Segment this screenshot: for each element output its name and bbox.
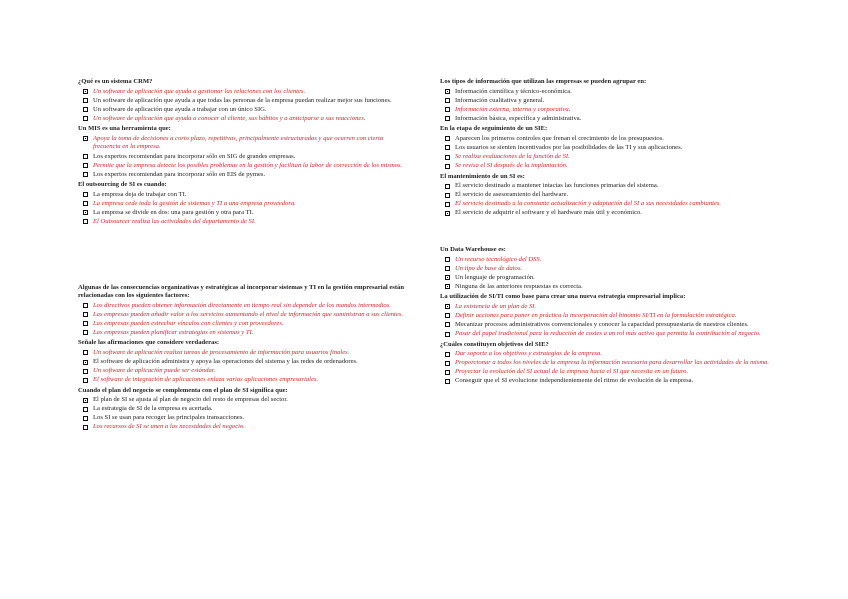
- checkbox[interactable]: [83, 154, 88, 159]
- answer-option[interactable]: [78, 200, 408, 209]
- option-text: Proporcionar a todos los niveles de la empresa la información necesaria para desarrollar las actividades de la misma.: [455, 359, 770, 367]
- checkbox[interactable]: [445, 184, 450, 189]
- question-text: ¿Cuáles constituyen objetivos del SIE?: [440, 340, 549, 348]
- answer-option[interactable]: [440, 359, 770, 368]
- answer-option[interactable]: [440, 135, 770, 144]
- question-block: [78, 125, 408, 179]
- answer-option[interactable]: [440, 162, 770, 171]
- checkbox[interactable]: [83, 350, 88, 355]
- answer-option[interactable]: [78, 358, 408, 367]
- checkbox[interactable]: [445, 304, 450, 309]
- right-spacer: [440, 220, 770, 246]
- answer-option[interactable]: [78, 97, 408, 106]
- checkbox[interactable]: [445, 116, 450, 121]
- checkbox[interactable]: [83, 330, 88, 335]
- left-bottom-section: [78, 284, 408, 433]
- checkbox[interactable]: [445, 145, 450, 150]
- option-text: La existencia de un plan de SI.: [455, 302, 537, 310]
- option-text: El plan de SI se ajusta al plan de negocio del resto de empresas del sector.: [93, 396, 288, 404]
- answer-option[interactable]: [78, 367, 408, 376]
- option-text: Permite que la empresa detecte los posibles problemas en la gestión y facilitan la labor de corrección de los mismos.: [93, 161, 403, 169]
- answer-option[interactable]: [440, 330, 770, 339]
- question-text: Un MIS es una herramienta que:: [78, 125, 171, 133]
- option-text: La empresa cede toda la gestión de sistemas y TI a una empresa proveedora.: [93, 199, 296, 207]
- option-text: La empresa se divide en dos: una para gestión y otra para TI.: [93, 208, 254, 216]
- option-text: Los usuarios se sienten incentivados por las posibilidades de las TI y sus aplicaciones.: [455, 143, 683, 151]
- checkbox[interactable]: [83, 89, 88, 94]
- question-text: Señale las afirmaciones que considere verdaderas:: [78, 339, 220, 347]
- checkbox[interactable]: [445, 332, 450, 337]
- checkbox[interactable]: [445, 98, 450, 103]
- answer-option[interactable]: [440, 377, 770, 386]
- checkbox[interactable]: [445, 284, 450, 289]
- checkbox[interactable]: [445, 193, 450, 198]
- option-text: Los expertos recomiendan para incorporar sólo en EIS de pymes.: [93, 170, 266, 178]
- checkbox[interactable]: [445, 370, 450, 375]
- option-text: Ninguna de las anteriores respuestas es correcta.: [455, 282, 583, 290]
- option-text: Los directivos pueden obtener información directamente en tiempo real sin depender de los mandos intermedios.: [93, 301, 391, 309]
- answer-option[interactable]: [440, 303, 770, 312]
- option-text: Aparecen los primeros controles que frenan el crecimiento de los presupuestos.: [455, 134, 664, 142]
- option-text: La empresa deja de trabajar con TI.: [93, 190, 187, 198]
- answer-option[interactable]: [78, 405, 408, 414]
- answer-option[interactable]: [78, 106, 408, 115]
- checkbox[interactable]: [445, 322, 450, 327]
- checkbox[interactable]: [83, 201, 88, 206]
- answer-option[interactable]: [440, 321, 770, 330]
- checkbox[interactable]: [83, 425, 88, 430]
- question-block: [78, 339, 408, 384]
- checkbox[interactable]: [83, 116, 88, 121]
- answer-option[interactable]: [440, 88, 770, 97]
- checkbox[interactable]: [445, 379, 450, 384]
- answer-option[interactable]: [78, 302, 408, 311]
- option-text: Mecanizar procesos administrativos convencionales y conocer la capacidad presupuestaria de nuestros clientes.: [455, 320, 749, 328]
- answer-option[interactable]: [440, 106, 770, 115]
- checkbox[interactable]: [83, 163, 88, 168]
- question-block: [440, 246, 770, 291]
- option-text: El servicio destinado a la constante actualización y adaptación del SI a sus necesidades cambiantes.: [455, 200, 722, 208]
- question-text: Los tipos de información que utilizan las empresas se pueden agrupar en:: [440, 78, 647, 85]
- question-text: Cuando el plan del negocio se complementa con el plan de SI significa que:: [78, 386, 288, 394]
- answer-option[interactable]: [440, 200, 770, 209]
- answer-option[interactable]: [440, 191, 770, 200]
- option-text: El servicio de adquirir el software y el hardware más útil y económico.: [455, 209, 642, 217]
- question-text: El outsourcing de SI es cuando:: [78, 181, 167, 189]
- answer-option[interactable]: [78, 349, 408, 358]
- checkbox[interactable]: [83, 98, 88, 103]
- option-text: Un software de aplicación puede ser estándar.: [93, 367, 216, 375]
- answer-option[interactable]: [78, 396, 408, 405]
- checkbox[interactable]: [445, 164, 450, 169]
- checkbox[interactable]: [83, 321, 88, 326]
- checkbox[interactable]: [445, 202, 450, 207]
- answer-option[interactable]: [440, 274, 770, 283]
- option-text: Las empresas pueden estrechar vínculos con clientes y con proveedores.: [93, 319, 284, 327]
- answer-option[interactable]: [78, 311, 408, 320]
- option-text: Las empresas pueden planificar estrategias en sistemas y TI.: [93, 328, 254, 336]
- checkbox[interactable]: [445, 107, 450, 112]
- checkbox[interactable]: [83, 407, 88, 412]
- checkbox[interactable]: [445, 275, 450, 280]
- left-top-section: [78, 78, 408, 227]
- answer-option[interactable]: [78, 209, 408, 218]
- option-text: Un software de aplicación que ayuda a conocer al cliente, sus hábitos y a anticiparse a sus reacciones.: [93, 114, 366, 122]
- answer-option[interactable]: [440, 97, 770, 106]
- checkbox[interactable]: [83, 369, 88, 374]
- checkbox[interactable]: [83, 219, 88, 224]
- option-text: Proyectar la evolución del SI actual de la empresa hacia el SI que necesita en un futuro.: [455, 368, 689, 376]
- question-text: En la etapa de seguimiento de un SIE:: [440, 125, 548, 133]
- option-text: Un software de aplicación realiza tareas de procesamiento de información para usuarios finales.: [93, 348, 350, 356]
- answer-option[interactable]: [440, 115, 770, 124]
- option-text: Un tipo de base de datos.: [455, 264, 523, 272]
- checkbox[interactable]: [445, 313, 450, 318]
- checkbox[interactable]: [83, 312, 88, 317]
- answer-option[interactable]: [78, 414, 408, 423]
- checkbox[interactable]: [83, 192, 88, 197]
- option-text: Información externa, interna y corporativa.: [455, 105, 571, 113]
- question-text: El mantenimiento de un SI es:: [440, 172, 525, 180]
- option-text: La estrategia de SI de la empresa es acertada.: [93, 405, 213, 413]
- option-text: Pasar del papel tradicional para la reducción de costes a un rol más activo que permita la contribución al negocio.: [455, 330, 761, 337]
- answer-option[interactable]: [440, 153, 770, 162]
- answer-option[interactable]: [440, 368, 770, 377]
- answer-option[interactable]: [78, 218, 408, 227]
- option-text: Los expertos recomiendan para incorporar sólo en SIG de grandes empresas.: [93, 152, 296, 160]
- answer-option[interactable]: [440, 312, 770, 321]
- right-column: [440, 78, 770, 388]
- question-block: [440, 173, 770, 218]
- option-text: El servicio de asesoramiento del hardware.: [455, 191, 569, 199]
- answer-option[interactable]: [78, 153, 408, 162]
- answer-option[interactable]: [78, 423, 408, 432]
- checkbox[interactable]: [445, 89, 450, 94]
- checkbox[interactable]: [445, 211, 450, 216]
- question-block: [440, 125, 770, 170]
- left-spacer: [78, 229, 408, 284]
- answer-option[interactable]: [78, 115, 408, 124]
- option-text: Se revisa el SI después de la implantación.: [455, 162, 568, 170]
- question-text: Algunas de las consecuencias organizativas y estratégicas al incorporar sistemas y TI en la gestión empresarial están relacionadas con los siguientes factores:: [78, 283, 405, 300]
- question-block: [440, 341, 770, 386]
- answer-option[interactable]: [440, 144, 770, 153]
- option-text: Dar soporte a los objetivos y estrategias de la empresa.: [455, 350, 603, 358]
- option-text: El software de integración de aplicaciones enlaza varias aplicaciones empresariales.: [93, 376, 319, 384]
- option-text: Apoya la toma de decisiones a corto plazo, repetitivas, principalmente estructuradas y que ocurren con cierta frecuencia en la empresa.: [93, 134, 384, 151]
- question-block: [78, 78, 408, 123]
- answer-option[interactable]: [78, 320, 408, 329]
- option-text: Un software de aplicación que ayuda a que todas las personas de la empresa puedan realizar mejor sus funciones.: [93, 96, 392, 104]
- option-text: Los SI se usan para recoger las principales transacciones.: [93, 414, 245, 422]
- checkbox[interactable]: [83, 398, 88, 403]
- answer-option[interactable]: [78, 162, 408, 171]
- checkbox[interactable]: [445, 155, 450, 160]
- checkbox[interactable]: [445, 257, 450, 262]
- left-column: [78, 78, 408, 434]
- right-bottom-section: [440, 246, 770, 386]
- option-text: Conseguir que el SI evolucione independientemente del ritmo de evolución de la empresa.: [455, 377, 694, 385]
- answer-option[interactable]: [78, 329, 408, 338]
- right-top-section: [440, 78, 770, 218]
- option-text: Información científica y técnico-económica.: [455, 87, 572, 95]
- answer-option[interactable]: [440, 350, 770, 359]
- question-block: [78, 181, 408, 226]
- checkbox[interactable]: [83, 360, 88, 365]
- question-text: Un Data Warehouse es:: [440, 245, 506, 253]
- option-text: Un lenguaje de programación.: [455, 273, 535, 281]
- answer-option[interactable]: [440, 265, 770, 274]
- checkbox[interactable]: [83, 172, 88, 177]
- checkbox[interactable]: [445, 361, 450, 366]
- question-block: [440, 78, 770, 123]
- option-text: Un recurso tecnológico del DSS.: [455, 255, 542, 263]
- answer-option[interactable]: [440, 256, 770, 265]
- option-text: El software de aplicación administra y apoya las operaciones del sistema y las redes de ordenadores.: [93, 358, 358, 365]
- answer-option[interactable]: [78, 135, 408, 152]
- checkbox[interactable]: [83, 303, 88, 308]
- option-text: Información cualitativa y general.: [455, 96, 545, 104]
- checkbox[interactable]: [445, 136, 450, 141]
- answer-option[interactable]: [78, 376, 408, 385]
- question-text: ¿Qué es un sistema CRM?: [78, 78, 153, 85]
- question-block: [78, 284, 408, 338]
- answer-option[interactable]: [78, 88, 408, 97]
- option-text: Se realiza evaluaciones de la función de SI.: [455, 153, 570, 160]
- answer-option[interactable]: [78, 171, 408, 180]
- checkbox[interactable]: [83, 136, 88, 141]
- option-text: Un software de aplicación que ayuda a gestionar las relaciones con los clientes.: [93, 87, 306, 95]
- checkbox[interactable]: [83, 416, 88, 421]
- checkbox[interactable]: [83, 210, 88, 215]
- option-text: Un software de aplicación que ayuda a trabajar con un único SIG.: [93, 105, 267, 113]
- answer-option[interactable]: [440, 283, 770, 292]
- checkbox[interactable]: [83, 378, 88, 383]
- checkbox[interactable]: [83, 107, 88, 112]
- checkbox[interactable]: [445, 266, 450, 271]
- answer-option[interactable]: [440, 209, 770, 218]
- option-text: Las empresas pueden añadir valor a los servicios aumentando el nivel de información que suministran a sus clientes.: [93, 310, 403, 318]
- option-text: Definir acciones para poner en práctica la incorporación del binomio SI/TI en la formulación estratégica.: [455, 311, 737, 319]
- option-text: El Outsourcer realiza las actividades del departamento de SI.: [93, 217, 256, 225]
- question-text: La utilización de SI/TI como base para crear una nueva estrategia empresarial implica:: [440, 293, 686, 301]
- option-text: El servicio destinado a mantener intactas las funciones primarias del sistema.: [455, 182, 659, 190]
- answer-option[interactable]: [78, 191, 408, 200]
- question-block: [440, 293, 770, 338]
- option-text: Información básica, específica y administrativa.: [455, 114, 582, 122]
- question-block: [78, 387, 408, 432]
- answer-option[interactable]: [440, 182, 770, 191]
- option-text: Los recursos de SI se unen a las necesidades del negocio.: [93, 423, 245, 431]
- checkbox[interactable]: [445, 352, 450, 357]
